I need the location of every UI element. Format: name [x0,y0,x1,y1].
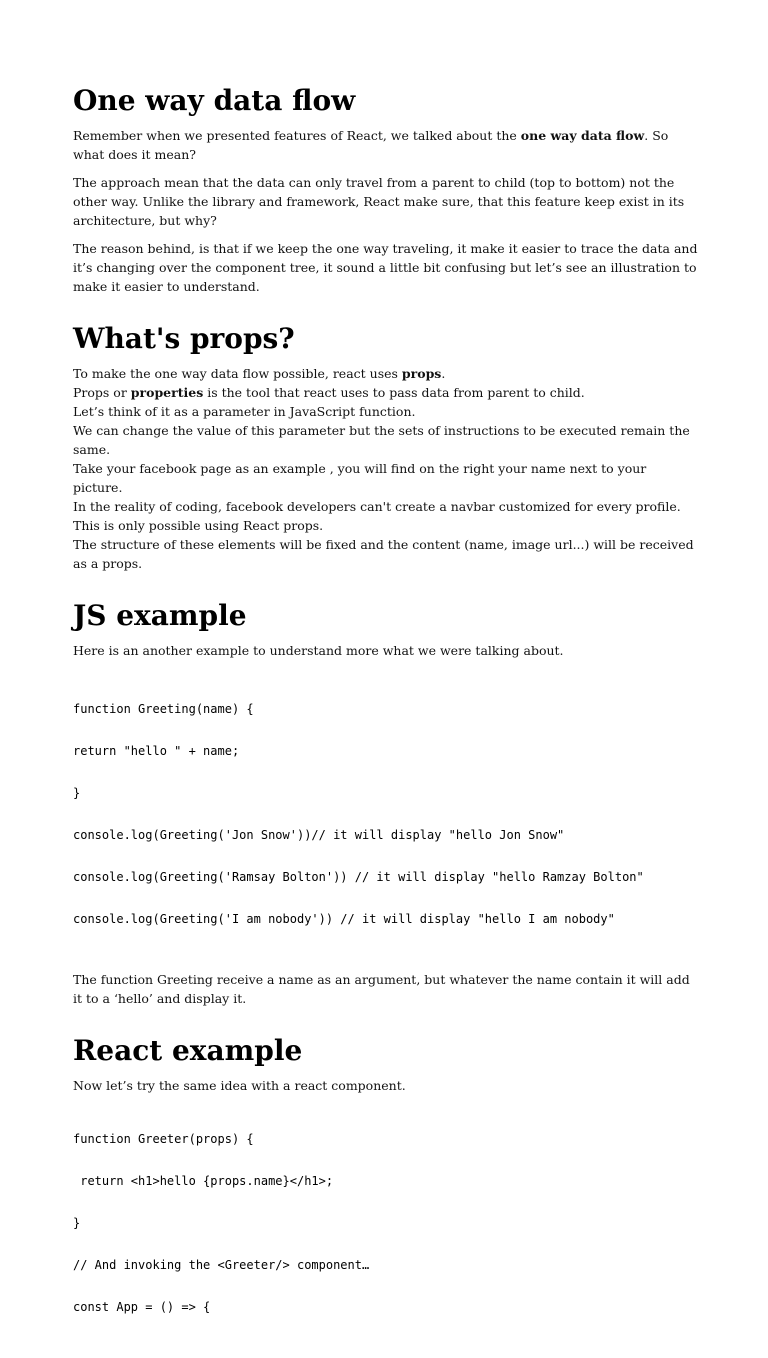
section-one-way-data-flow [73,84,698,296]
heading-react-example: React example [73,1034,303,1067]
paragraph-intro [73,126,698,164]
props-line-2 [73,383,698,402]
text-run: is the tool that react uses to pass data from parent to child. [203,385,585,400]
code-line: console.log(Greeting('I am nobody')) // it will display "hello I am nobody" [73,912,615,926]
props-line-5: Take your facebook page as an example , you will find on the right your name next to your picture. [73,461,647,495]
code-line: console.log(Greeting('Ramsay Bolton')) // it will display "hello Ramzay Bolton" [73,870,644,884]
paragraph-approach: The approach mean that the data can only travel from a parent to child (top to bottom) not the other way. Unlike the library and framework, React make sure, that this feature keep exist in its architecture, but why? [73,175,685,228]
heading-one-way-data-flow: One way data flow [73,84,356,117]
react-code-block [73,1104,698,1342]
document-content [73,84,698,1358]
js-example-explanation: The function Greeting receive a name as an argument, but whatever the name contain it will add it to a ‘hello’ and display it. [73,972,690,1006]
code-line: } [73,1216,81,1230]
text-run: To make the one way data flow possible, react uses [73,366,402,381]
section-whats-props [73,322,698,573]
text-run: . [441,366,446,381]
code-line: return "hello " + name; [73,744,240,758]
paragraph-reason: The reason behind, is that if we keep the one way traveling, it make it easier to trace the data and it’s changing over the component tree, it sound a little bit confusing but let’s see an illustration to make it easier to understand. [73,241,698,294]
section-react-example [73,1034,698,1342]
js-example-intro: Here is an another example to understand more what we were talking about. [73,643,564,658]
text-run: Props or [73,385,131,400]
bold-term-properties: properties [130,385,204,400]
section-js-example [73,599,698,1008]
bold-term-props: props [401,366,442,381]
react-example-intro: Now let’s try the same idea with a react component. [73,1078,406,1093]
code-line: function Greeting(name) { [73,702,254,716]
props-line-4: We can change the value of this parameter but the sets of instructions to be executed remain the same. [73,423,690,457]
props-line-6: In the reality of coding, facebook developers can't create a navbar customized for every profile. [73,499,681,514]
text-run: . So what does it mean? [73,128,669,162]
code-line: return <h1>hello {props.name}</h1>; [73,1174,334,1188]
code-line: function Greeter(props) { [73,1132,254,1146]
bold-term-one-way-data-flow: one way data flow [520,128,645,143]
props-lines [73,364,698,573]
props-line-8: The structure of these elements will be fixed and the content (name, image url...) will be received as a props. [73,537,694,571]
heading-js-example: JS example [73,599,247,632]
code-line: // And invoking the <Greeter/> component… [73,1258,370,1272]
heading-whats-props: What's props? [73,322,295,355]
props-line-1 [73,364,698,383]
props-line-7: This is only possible using React props. [73,518,324,533]
js-code-block [73,674,698,954]
code-line: const App = () => { [73,1300,211,1314]
code-line: } [73,786,81,800]
text-run: Remember when we presented features of React, we talked about the [73,128,521,143]
code-line: console.log(Greeting('Jon Snow'))// it will display "hello Jon Snow" [73,828,565,842]
props-line-3: Let’s think of it as a parameter in JavaScript function. [73,404,416,419]
